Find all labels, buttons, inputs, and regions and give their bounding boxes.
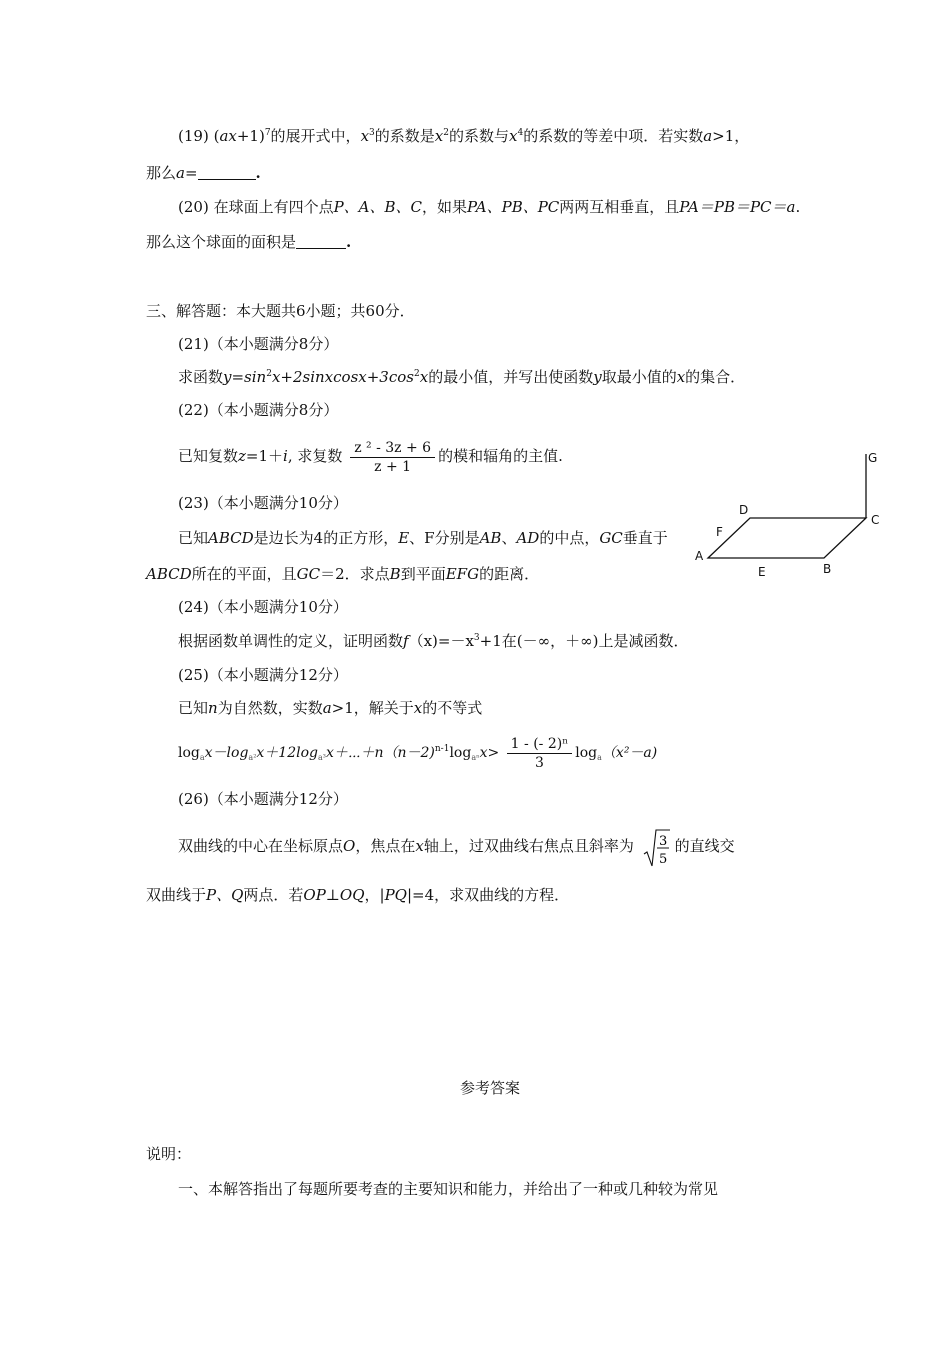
label-a: A: [695, 549, 704, 563]
label-g: G: [868, 451, 878, 465]
text: >1，: [712, 127, 750, 145]
text: ，焦点在: [355, 837, 416, 855]
subscript: a²: [248, 753, 257, 762]
text: ，如果: [422, 198, 468, 216]
text: 到平面: [400, 565, 446, 583]
fraction-numerator: 1 - (- 2)ⁿ: [507, 735, 573, 754]
text: GC: [599, 529, 623, 547]
q19-line2: [146, 163, 261, 183]
q19-line1: [178, 126, 749, 146]
q26-line1: [178, 826, 735, 868]
text: ，|: [364, 886, 385, 904]
text: a: [703, 127, 713, 145]
text: 的直线交: [674, 837, 735, 855]
text: PQ: [384, 886, 407, 904]
text: PA＝PB＝PC＝a: [679, 198, 796, 216]
exponent: 4: [517, 128, 524, 138]
text: 的中点，: [539, 529, 600, 547]
q20-number: (20): [178, 198, 209, 216]
text: 是边长为4的正方形，: [253, 529, 399, 547]
text: ax: [219, 127, 237, 145]
text: x: [434, 127, 444, 145]
text: （x)=－x: [408, 632, 474, 650]
text: x: [360, 127, 370, 145]
text: 的展开式中，: [270, 127, 361, 145]
text: E: [398, 529, 410, 547]
answer-blank[interactable]: [198, 165, 256, 180]
text: |=4，求双曲线的方程．: [406, 886, 570, 904]
text: 轴上，过双曲线右焦点且斜率为: [423, 837, 634, 855]
q24-heading: (24)（本小题满分10分）: [178, 598, 348, 616]
text: 为自然数，实数: [217, 699, 323, 717]
text: y: [593, 368, 602, 386]
text: 双曲线于: [146, 886, 207, 904]
text: x: [509, 127, 518, 145]
text: 的系数与: [448, 127, 509, 145]
q22-heading: (22)（本小题满分8分）: [178, 401, 339, 419]
text: >1，解关于: [331, 699, 414, 717]
radical-sign-icon: [643, 828, 671, 868]
text: =: [184, 164, 198, 182]
text: log: [449, 745, 472, 761]
text: 那么: [146, 164, 177, 182]
text: 那么这个球面的面积是: [146, 233, 297, 251]
geometry-figure: [690, 448, 890, 588]
exponent: 3: [369, 128, 375, 138]
q24-body: [178, 631, 688, 651]
text: 两点．若: [243, 886, 304, 904]
sqrt-numerator: 3: [658, 833, 667, 849]
text: O: [343, 837, 356, 855]
text: AD: [516, 529, 540, 547]
text: x: [419, 368, 429, 386]
text: a: [176, 164, 185, 182]
text: 的集合．: [685, 368, 746, 386]
text: 两两互相垂直，且: [559, 198, 680, 216]
answer-blank[interactable]: [296, 234, 346, 249]
q20-line1: [178, 197, 800, 217]
text: y=sin: [223, 368, 267, 386]
q25-inequality: [178, 733, 657, 778]
sqrt-denominator: 5: [658, 851, 667, 867]
q26-line2: [146, 885, 569, 905]
q20-line2: [146, 232, 351, 252]
text: GC: [296, 565, 321, 583]
note-item-1: 一、本解答指出了每题所要考查的主要知识和能力，并给出了一种或几种较为常见: [178, 1180, 719, 1198]
q21-body: [178, 367, 745, 387]
note-label: 说明：: [146, 1145, 192, 1163]
text: n: [208, 699, 218, 717]
q25-body: [178, 698, 482, 718]
subscript: a: [199, 753, 205, 762]
text: a: [322, 699, 332, 717]
text: =1＋: [245, 447, 284, 465]
text: 的系数是: [374, 127, 435, 145]
text: 、: [501, 529, 517, 547]
text: x＋12log: [256, 745, 318, 761]
text: B: [389, 565, 401, 583]
text: +1): [236, 127, 265, 145]
text: （x²－a): [601, 745, 658, 761]
text: x: [415, 837, 424, 855]
text: 已知复数: [178, 447, 239, 465]
text: x: [413, 699, 423, 717]
section-heading: 三、解答题：本大题共6小题；共60分．: [146, 302, 415, 320]
exponent: 2: [266, 369, 272, 379]
text: .: [346, 233, 352, 251]
text: 垂直于: [622, 529, 668, 547]
subscript: a: [597, 753, 602, 762]
q25-heading: (25)（本小题满分12分）: [178, 666, 348, 684]
text: x－log: [204, 745, 249, 761]
exponent: 7: [264, 128, 271, 138]
text: ＝2．求点: [320, 565, 390, 583]
exponent: n-1: [434, 744, 450, 754]
text: 所在的平面，且: [191, 565, 297, 583]
fraction-denominator: 3: [535, 754, 544, 771]
text: 双曲线的中心在坐标原点: [178, 837, 344, 855]
text: EFG: [445, 565, 480, 583]
text: x＋⋯＋n（n－2): [325, 745, 435, 761]
text: x: [676, 368, 686, 386]
subscript: aⁿ: [471, 753, 480, 762]
fraction-numerator: z ² - 3z + 6: [350, 439, 435, 458]
text: log: [178, 745, 200, 761]
label-b: B: [823, 562, 832, 576]
text: 的模和辐角的主值.: [438, 447, 563, 465]
square-root-fraction: [643, 827, 671, 868]
text: , 求复数: [287, 447, 343, 465]
text: 的最小值，并写出使函数: [428, 368, 594, 386]
text: 取最小值的: [601, 368, 677, 386]
answers-title: 参考答案: [460, 1079, 521, 1097]
subscript: a³: [317, 753, 326, 762]
label-c: C: [871, 513, 880, 527]
text: PA、PB、PC: [467, 198, 560, 216]
text: x+2sinxcosx+3cos: [271, 368, 414, 386]
text: 求函数: [178, 368, 224, 386]
text: 的系数的等差中项．若实数: [523, 127, 704, 145]
text: P、Q: [206, 886, 244, 904]
label-d: D: [739, 503, 749, 517]
q23-heading: (23)（本小题满分10分）: [178, 494, 348, 512]
fraction: [507, 735, 573, 772]
text: 的不等式: [422, 699, 483, 717]
q22-body: [178, 436, 563, 476]
q23-line1: [178, 528, 668, 548]
text: OP⊥OQ: [303, 886, 365, 904]
text: 已知: [178, 529, 209, 547]
text: i: [283, 447, 288, 465]
exponent: 2: [413, 369, 420, 379]
label-f: F: [716, 525, 723, 539]
text: 在球面上有四个点: [213, 198, 334, 216]
text: ABCD: [146, 565, 192, 583]
text: 已知: [178, 699, 209, 717]
q19-number: (19): [178, 127, 209, 145]
q26-heading: (26)（本小题满分12分）: [178, 790, 348, 808]
parallelogram-abcd: [708, 518, 866, 558]
fraction-denominator: z + 1: [374, 458, 412, 475]
text: z: [238, 447, 246, 465]
text: +1在(－∞，＋∞)上是减函数．: [479, 632, 689, 650]
text: 的距离．: [479, 565, 540, 583]
text: P、A、B、C: [333, 198, 423, 216]
fraction: [350, 439, 435, 476]
text: 、F分别是: [409, 529, 480, 547]
text: AB: [479, 529, 502, 547]
exponent: 2: [443, 128, 449, 138]
text: f: [403, 632, 409, 650]
text: ABCD: [208, 529, 254, 547]
text: .: [795, 198, 801, 216]
label-e: E: [758, 565, 766, 579]
text: (: [213, 127, 220, 145]
text: 根据函数单调性的定义，证明函数: [178, 632, 404, 650]
text: x>: [479, 745, 500, 761]
text: log: [575, 745, 598, 761]
exponent: 3: [473, 633, 480, 643]
q21-heading: (21)（本小题满分8分）: [178, 335, 339, 353]
text: .: [255, 164, 261, 182]
q23-line2: [146, 564, 539, 584]
